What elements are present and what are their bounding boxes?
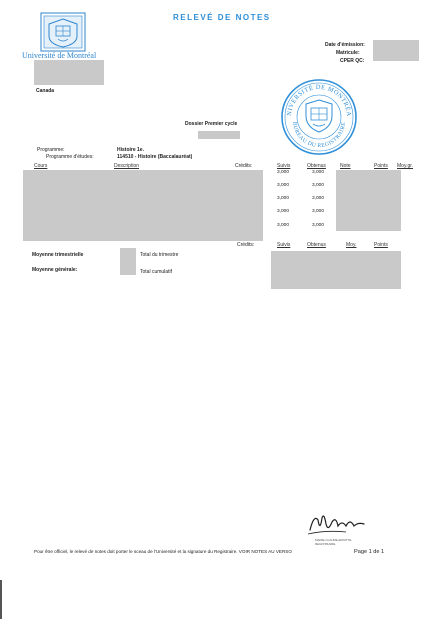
university-logo xyxy=(40,12,86,52)
signature-caption-1: MARIE-CLAUDE ERNITTE xyxy=(315,538,352,542)
moyenne-trim-label: Moyenne trimestrielle xyxy=(32,252,84,258)
footer-notice: Pour être officiel, le relevé de notes doit porter le sceau de l'Université et la signature du Registraire. VOIR NOTES AU VERSO xyxy=(34,549,292,554)
registrar-signature xyxy=(306,510,370,536)
summary-col-points: Points xyxy=(374,242,388,248)
credits-label-summary: Crédits: xyxy=(237,242,255,248)
row4-suivis: 3,000 xyxy=(277,209,290,214)
col-description: Description xyxy=(114,163,140,169)
credits-label-courses: Crédits: xyxy=(235,163,253,169)
seal-bottom-text: BUREAU DU REGISTRAIRE xyxy=(290,121,348,150)
col-note: Note xyxy=(340,163,351,169)
programme-etudes-label: Programme d'études: xyxy=(46,154,94,160)
summary-col-obtenus: Obtenus xyxy=(307,242,326,248)
page-number: Page 1 de 1 xyxy=(354,549,385,555)
row2-obtenus: 3,000 xyxy=(312,183,325,188)
col-points: Points xyxy=(374,163,388,169)
row5-suivis: 3,000 xyxy=(277,223,290,228)
header-info-redaction xyxy=(373,40,419,61)
address-redaction xyxy=(34,60,104,85)
courses-redaction xyxy=(23,170,263,241)
total-cumul-label: Total cumulatif xyxy=(140,269,172,275)
row2-suivis: 3,000 xyxy=(277,183,290,188)
dossier-redaction xyxy=(198,131,240,139)
row3-obtenus: 3,000 xyxy=(312,196,325,201)
row5-obtenus: 3,000 xyxy=(312,223,325,228)
seal-top-text: NIVERSITÉ DE MONTRÉA xyxy=(285,83,353,117)
row1-obtenus: 3,000 xyxy=(312,170,325,175)
programme-etudes-value: 114510 - Histoire (Baccalauréat) xyxy=(117,154,193,160)
programme-value: Histoire 1e. xyxy=(117,147,144,153)
signature-caption-2: REGISTRAIRE xyxy=(315,542,336,546)
grades-redaction xyxy=(336,170,401,231)
registrar-seal xyxy=(280,78,358,156)
dossier-word: Dossier xyxy=(185,121,204,127)
row3-suivis: 3,000 xyxy=(277,196,290,201)
summary-redaction-left xyxy=(120,248,136,275)
col-obtenus: Obtenus xyxy=(307,163,326,169)
country-label: Canada xyxy=(36,88,55,94)
programme-label: Programme: xyxy=(37,147,65,153)
cperqc-label: CPER QC: xyxy=(340,58,365,64)
summary-redaction-right xyxy=(271,251,401,289)
total-trim-label: Total du trimestre xyxy=(140,252,179,258)
col-moy-gr: Moy.gr. xyxy=(397,163,414,169)
summary-col-suivis: Suivis xyxy=(277,242,291,248)
summary-col-moy: Moy. xyxy=(346,242,357,248)
row1-suivis: 3,000 xyxy=(277,170,290,175)
moyenne-gen-label: Moyenne générale: xyxy=(32,267,78,273)
date-label: Date d'émission: xyxy=(325,42,365,48)
university-name: Université de Montréal xyxy=(22,51,97,60)
col-cours: Cours xyxy=(34,163,48,169)
document-title: RELEVÉ DE NOTES xyxy=(173,13,271,22)
dossier-label xyxy=(185,121,237,127)
col-suivis: Suivis xyxy=(277,163,291,169)
matricule-label: Matricule: xyxy=(336,50,360,56)
row4-obtenus: 3,000 xyxy=(312,209,325,214)
dossier-cycle: Premier cycle xyxy=(204,121,238,127)
scan-edge xyxy=(0,580,2,619)
